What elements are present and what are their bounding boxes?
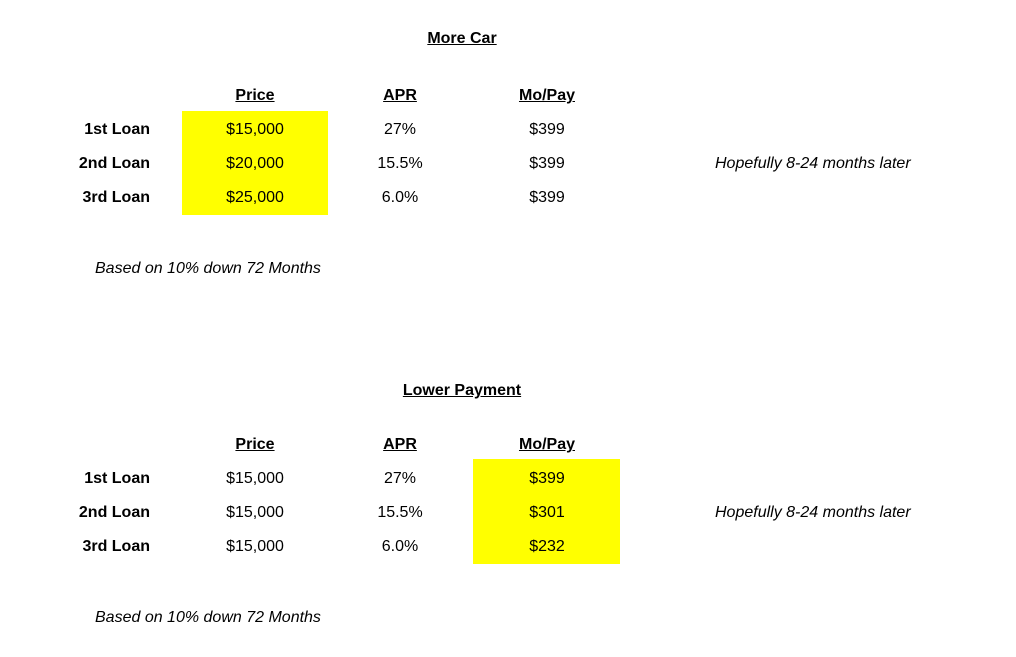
row-label: 3rd Loan bbox=[82, 189, 150, 206]
column-header-price: Price bbox=[235, 436, 275, 453]
column-header-apr: APR bbox=[383, 436, 417, 453]
section-title: Lower Payment bbox=[402, 382, 522, 399]
apr-cell: 6.0% bbox=[381, 189, 419, 206]
row-label: 2nd Loan bbox=[78, 504, 150, 521]
mo-pay-cell: $232 bbox=[529, 538, 565, 555]
row-label: 1st Loan bbox=[84, 121, 150, 138]
apr-cell: 15.5% bbox=[377, 155, 423, 172]
side-note: Hopefully 8-24 months later bbox=[715, 155, 911, 172]
apr-cell: 27% bbox=[383, 121, 417, 138]
price-cell: $15,000 bbox=[226, 538, 284, 555]
price-cell: $15,000 bbox=[226, 121, 284, 138]
row-label: 1st Loan bbox=[84, 470, 150, 487]
price-cell: $20,000 bbox=[226, 155, 284, 172]
price-cell: $15,000 bbox=[226, 504, 284, 521]
footnote: Based on 10% down 72 Months bbox=[95, 609, 321, 626]
price-cell: $25,000 bbox=[226, 189, 284, 206]
column-header-mo-pay: Mo/Pay bbox=[518, 87, 575, 104]
apr-cell: 15.5% bbox=[377, 504, 423, 521]
mo-pay-cell: $399 bbox=[529, 155, 565, 172]
footnote: Based on 10% down 72 Months bbox=[95, 260, 321, 277]
price-cell: $15,000 bbox=[226, 470, 284, 487]
apr-cell: 6.0% bbox=[381, 538, 419, 555]
section-title: More Car bbox=[427, 30, 497, 47]
column-header-mo-pay: Mo/Pay bbox=[518, 436, 575, 453]
mo-pay-cell: $301 bbox=[529, 504, 565, 521]
mo-pay-cell: $399 bbox=[529, 121, 565, 138]
row-label: 3rd Loan bbox=[82, 538, 150, 555]
mo-pay-cell: $399 bbox=[529, 470, 565, 487]
side-note: Hopefully 8-24 months later bbox=[715, 504, 911, 521]
column-header-price: Price bbox=[235, 87, 275, 104]
apr-cell: 27% bbox=[383, 470, 417, 487]
column-header-apr: APR bbox=[383, 87, 417, 104]
mo-pay-cell: $399 bbox=[529, 189, 565, 206]
row-label: 2nd Loan bbox=[78, 155, 150, 172]
